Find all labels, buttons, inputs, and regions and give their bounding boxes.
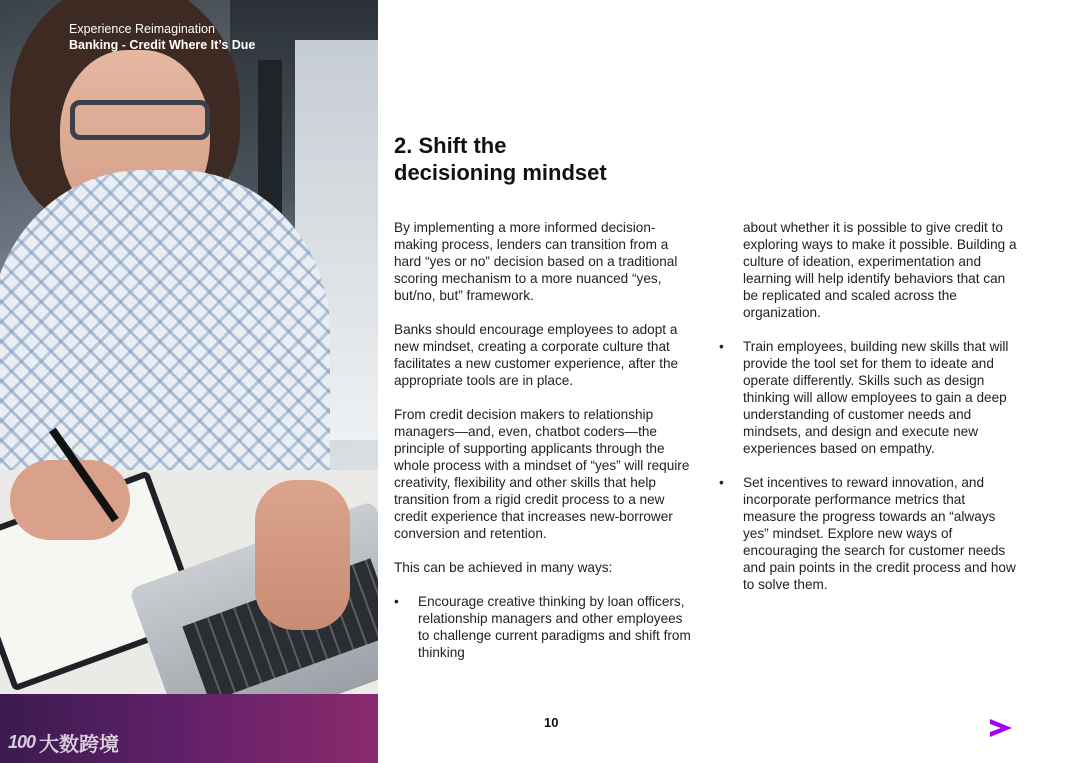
list-item: [394, 593, 692, 661]
paragraph: Banks should encourage employees to adopt a new mindset, creating a corporate culture that facilitates a new customer experience, after the appropriate tools are in place.: [394, 322, 679, 388]
photo-hand: [255, 480, 350, 630]
bullet-marker: •: [719, 339, 724, 354]
left-column: [394, 219, 692, 678]
watermark-text: 大数跨境: [39, 734, 120, 756]
paragraph: From credit decision makers to relationship managers—and, even, chatbot coders—the principle of supporting applicants through the whole process with a mindset of “yes” will require creativity, flexibility and other skills that help transition from a rigid credit process to a new credit experience that increases new-borrower conversion and retention.: [394, 407, 690, 541]
watermark-logo: 100: [8, 732, 36, 752]
bullet-list: [719, 338, 1019, 593]
watermark: [8, 728, 119, 757]
paragraph: By implementing a more informed decision-making process, lenders can transition from a hard “yes or no” decision based on a traditional scoring mechanism to a more nuanced “yes, but/no, but” framework.: [394, 220, 678, 303]
right-column: [719, 219, 1019, 610]
section-heading-line2: decisioning mindset: [394, 160, 607, 185]
header-title: Banking - Credit Where It’s Due: [69, 38, 256, 52]
bullet-list: [394, 593, 692, 661]
list-item-text: Set incentives to reward innovation, and incorporate performance metrics that measure the progress towards an “always yes” mindset. Explore new ways of encouraging the search for customer needs and pain points in the credit process and how to solve them.: [743, 475, 1016, 592]
list-item: [719, 474, 1019, 593]
list-item-text: Train employees, building new skills that will provide the tool set for them to ideate and operate differently. Skills such as design thinking will allow employees to gain a deep understanding of customer needs and mindsets, and design and execute new experiences based on empathy.: [743, 339, 1009, 456]
paragraph: This can be achieved in many ways:: [394, 560, 613, 575]
page-number: 10: [544, 715, 559, 730]
list-item-continuation: about whether it is possible to give credit to exploring ways to make it possible. Building a culture of ideation, experimentation and learning will help identify behaviors that can be replicated and scaled across the organization.: [743, 220, 1017, 320]
hero-photo: [0, 0, 378, 694]
list-item: [719, 338, 1019, 457]
section-heading: [394, 132, 714, 186]
photo-glasses: [70, 100, 210, 140]
section-heading-line1: 2. Shift the: [394, 133, 507, 158]
list-item-text: Encourage creative thinking by loan officers, relationship managers and other employees to challenge current paradigms and shift from thinking: [418, 594, 691, 660]
photo-hand-left: [10, 460, 130, 540]
bullet-marker: •: [394, 594, 399, 609]
accenture-chevron-icon: [990, 716, 1012, 740]
bullet-marker: •: [719, 475, 724, 490]
header-kicker: Experience Reimagination: [69, 22, 215, 36]
